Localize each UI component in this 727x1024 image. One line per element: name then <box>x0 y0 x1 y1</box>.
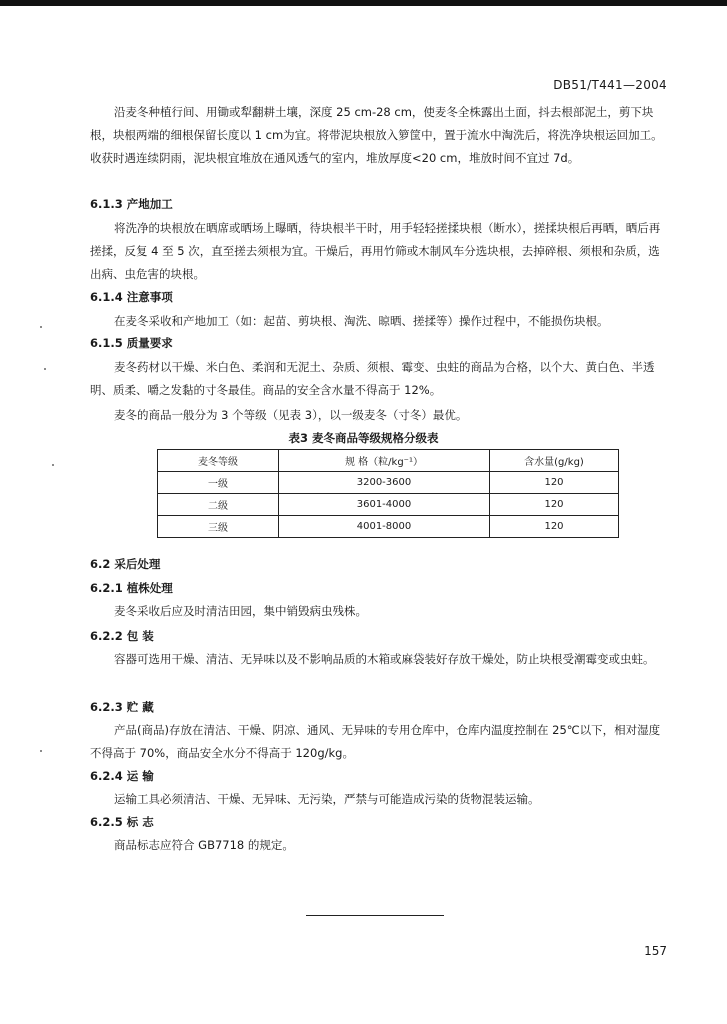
grade-table <box>157 449 619 538</box>
section-heading-6-2-2: 6.2.2 包 装 <box>90 629 154 643</box>
document-code: DB51/T441—2004 <box>553 78 667 92</box>
scan-speck <box>52 464 54 466</box>
scan-speck <box>40 750 42 752</box>
header-grade: 麦冬等级 <box>158 450 279 472</box>
cell-moisture: 120 <box>490 472 619 494</box>
paragraph-harvest: 沿麦冬种植行间、用锄或犁翻耕土壤，深度 25 cm-28 cm，使麦冬全株露出土面，抖去根部泥土，剪下块根，块根两端的细根保留长度以 1 cm为宜。将带泥块根放入箩筐中，置于流水中淘洗后，将洗净块根运回加工。收获时遇连续阴雨，泥块根宜堆放在通风透气的室内，堆放厚度<20 cm，堆放时间不宜过 7d。 <box>90 105 663 165</box>
table-header-row <box>158 450 619 472</box>
header-moisture: 含水量(g/kg) <box>490 450 619 472</box>
paragraph-labeling: 商品标志应符合 GB7718 的规定。 <box>114 838 294 852</box>
section-heading-6-2: 6.2 采后处理 <box>90 557 161 571</box>
cell-spec: 4001-8000 <box>279 516 490 538</box>
scan-speck <box>40 326 42 328</box>
paragraph-grades: 麦冬的商品一般分为 3 个等级（见表 3），以一级麦冬（寸冬）最优。 <box>114 408 468 422</box>
cell-grade: 二级 <box>158 494 279 516</box>
page-number: 157 <box>644 944 667 958</box>
paragraph-precautions: 在麦冬采收和产地加工（如：起苗、剪块根、淘洗、晾晒、搓揉等）操作过程中，不能损伤块根。 <box>114 314 609 328</box>
paragraph-transport: 运输工具必须清洁、干燥、无异味、无污染，严禁与可能造成污染的货物混装运输。 <box>114 792 540 806</box>
paragraph-packaging: 容器可选用干燥、清洁、无异味以及不影响品质的木箱或麻袋装好存放干燥处，防止块根受潮霉变或虫蛀。 <box>114 652 655 666</box>
header-spec: 规 格（粒/kg⁻¹） <box>279 450 490 472</box>
section-heading-6-1-4: 6.1.4 注意事项 <box>90 290 173 304</box>
cell-grade: 三级 <box>158 516 279 538</box>
cell-grade: 一级 <box>158 472 279 494</box>
paragraph-plant-treatment: 麦冬采收后应及时清洁田园，集中销毁病虫残株。 <box>114 604 367 618</box>
top-rule <box>0 0 727 6</box>
section-heading-6-1-3: 6.1.3 产地加工 <box>90 197 173 211</box>
scan-speck <box>44 368 46 370</box>
section-heading-6-2-1: 6.2.1 植株处理 <box>90 581 173 595</box>
cell-spec: 3601-4000 <box>279 494 490 516</box>
table-row <box>158 516 619 538</box>
table-row <box>158 494 619 516</box>
footer-rule <box>306 915 444 916</box>
paragraph-storage: 产品(商品)存放在清洁、干燥、阴凉、通风、无异味的专用仓库中，仓库内温度控制在 25℃以下，相对湿度不得高于 70%，商品安全水分不得高于 120g/kg。 <box>90 723 661 760</box>
section-heading-6-2-5: 6.2.5 标 志 <box>90 815 154 829</box>
section-heading-6-1-5: 6.1.5 质量要求 <box>90 336 173 350</box>
section-heading-6-2-3: 6.2.3 贮 藏 <box>90 700 154 714</box>
section-heading-6-2-4: 6.2.4 运 输 <box>90 769 154 783</box>
cell-moisture: 120 <box>490 494 619 516</box>
paragraph-quality: 麦冬药材以干燥、米白色、柔润和无泥土、杂质、须根、霉变、虫蛀的商品为合格，以个大、黄白色、半透明、质柔、嚼之发黏的寸冬最佳。商品的安全含水量不得高于 12%。 <box>90 360 655 397</box>
cell-moisture: 120 <box>490 516 619 538</box>
table-caption: 表3 麦冬商品等级规格分级表 <box>288 431 439 445</box>
paragraph-processing: 将洗净的块根放在晒席或晒场上曝晒，待块根半干时，用手轻轻搓揉块根（断水），搓揉块根后再晒，晒后再搓揉，反复 4 至 5 次，直至搓去须根为宜。干燥后，再用竹筛或木制风车分选块根，去掉碎根、须根和杂质，选出病、虫危害的块根。 <box>90 221 661 281</box>
table-row <box>158 472 619 494</box>
cell-spec: 3200-3600 <box>279 472 490 494</box>
